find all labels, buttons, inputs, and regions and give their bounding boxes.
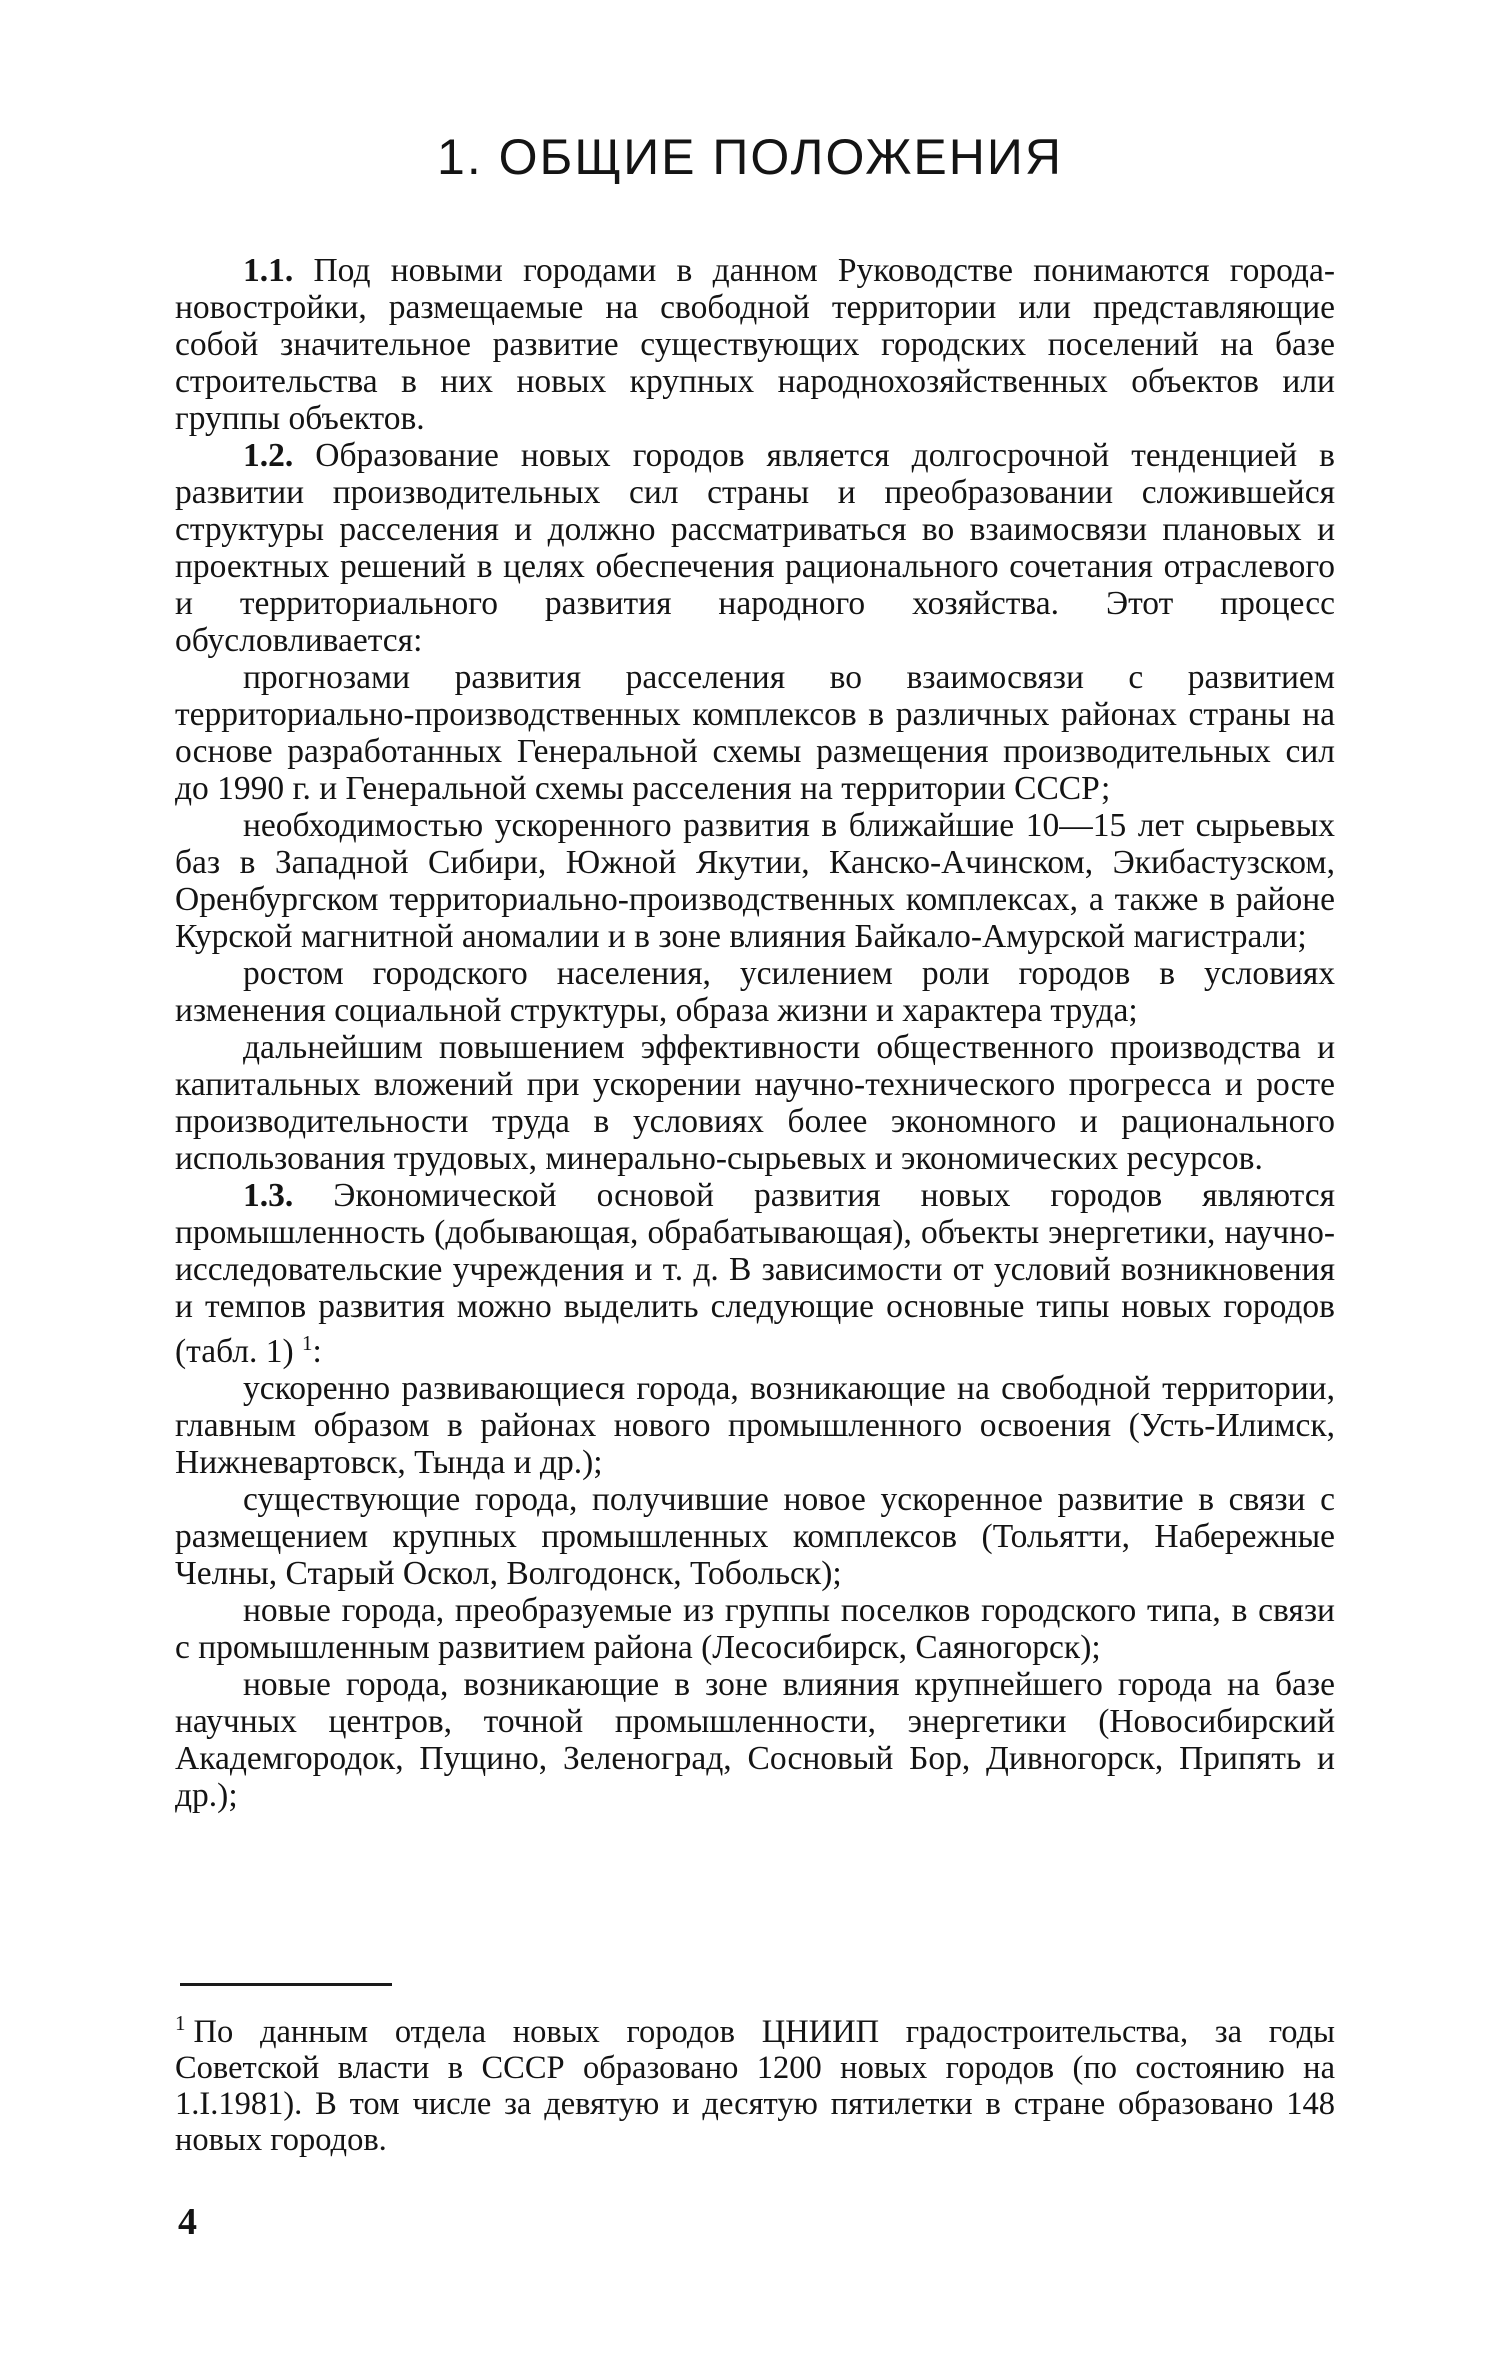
clause-number: 1.2. [243, 437, 294, 474]
footnote-divider [180, 1983, 392, 1986]
paragraph-text: Экономической основой развития новых городов являются промышленность (добывающая, обрабатывающая), объекты энергетики, научно-исследовательские учреждения и т. д. В зависимости от условий возникновения и темпов развития можно выделить следующие основные типы новых городов (табл. 1) [175, 1177, 1335, 1370]
footnote-mark: 1 [175, 2011, 186, 2035]
clause-number: 1.3. [243, 1177, 294, 1214]
list-item-existing-cities [175, 1481, 1335, 1592]
paragraph-text: ростом городского населения, усилением роли городов в условиях изменения социальной структуры, образа жизни и характера труда; [175, 955, 1335, 1029]
body-text [175, 252, 1335, 1814]
paragraph-text: дальнейшим повышением эффективности общественного производства и капитальных вложений при ускорении научно-технического прогресса и росте производительности труда в условиях более экономного и рационального использования трудовых, минерально-сырьевых и экономических ресурсов. [175, 1029, 1335, 1177]
footnote-reference[interactable]: 1 [302, 1331, 313, 1355]
paragraph-text: ускоренно развивающиеся города, возникающие на свободной территории, главным образом в районах нового промышленного освоения (Усть-Илимск, Нижневартовск, Тында и др.); [175, 1370, 1335, 1481]
list-item-urban-growth [175, 955, 1335, 1029]
list-item-science-cities [175, 1666, 1335, 1814]
paragraph-1-1 [175, 252, 1335, 437]
paragraph-text: Образование новых городов является долгосрочной тенденцией в развитии производительных сил страны и преобразовании сложившейся структуры расселения и должно рассматриваться во взаимосвязи плановых и проектных решений в целях обеспечения рационального сочетания отраслевого и территориального развития народного хозяйства. Этот процесс обусловливается: [175, 437, 1335, 659]
paragraph-1-3 [175, 1177, 1335, 1370]
paragraph-1-2 [175, 437, 1335, 659]
paragraph-tail: : [312, 1333, 322, 1370]
paragraph-text: прогнозами развития расселения во взаимосвязи с развитием территориально-производственных комплексов в различных районах страны на основе разработанных Генеральной схемы размещения производительных сил до 1990 г. и Генеральной схемы расселения на территории СССР; [175, 659, 1335, 807]
paragraph-text: новые города, возникающие в зоне влияния крупнейшего города на базе научных центров, точной промышленности, энергетики (Новосибирский Академгородок, Пущино, Зеленоград, Сосновый Бор, Дивногорск, Припять и др.); [175, 1666, 1335, 1814]
list-item-forecasts [175, 659, 1335, 807]
list-item-efficiency [175, 1029, 1335, 1177]
footnote-text: По данным отдела новых городов ЦНИИП градостроительства, за годы Советской власти в СССР образовано 1200 новых городов (по состоянию на 1.I.1981). В том числе за девятую и десятую пятилетки в стране образовано 148 новых городов. [175, 2014, 1335, 2158]
paragraph-text: Под новыми городами в данном Руководстве понимаются города-новостройки, размещаемые на свободной территории или представляющие собой значительное развитие существующих городских поселений на базе строительства в них новых крупных народнохозяйственных объектов или группы объектов. [175, 252, 1335, 437]
paragraph-text: новые города, преобразуемые из группы поселков городского типа, в связи с промышленным развитием района (Лесосибирск, Саяногорск); [175, 1592, 1335, 1666]
clause-number: 1.1. [243, 252, 294, 289]
page-number: 4 [178, 2201, 197, 2243]
footnote [175, 2005, 1335, 2158]
paragraph-text: необходимостью ускоренного развития в ближайшие 10—15 лет сырьевых баз в Западной Сибири, Южной Якутии, Канско-Ачинском, Экибастузском, Оренбургском территориально-производственных комплексах, а также в районе Курской магнитной аномалии и в зоне влияния Байкало-Амурской магистрали; [175, 807, 1335, 955]
paragraph-text: существующие города, получившие новое ускоренное развитие в связи с размещением крупных промышленных комплексов (Тольятти, Набережные Челны, Старый Оскол, Волгодонск, Тобольск); [175, 1481, 1335, 1592]
section-heading: 1. ОБЩИЕ ПОЛОЖЕНИЯ [437, 129, 1063, 185]
list-item-transformed-settlements [175, 1592, 1335, 1666]
list-item-fast-growing-cities [175, 1370, 1335, 1481]
list-item-raw-bases [175, 807, 1335, 955]
